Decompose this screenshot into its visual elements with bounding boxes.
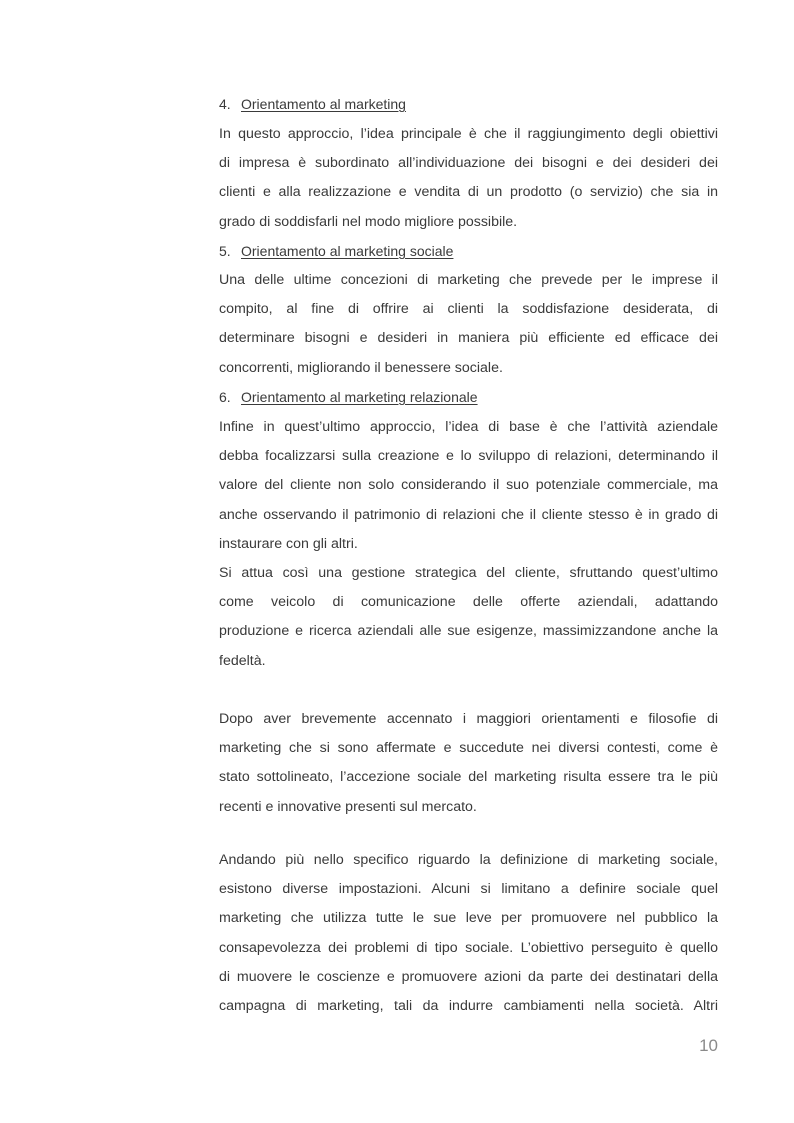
text-line: valore del cliente non solo considerando il suo potenziale commerciale, ma [219,477,718,494]
text-line: campagna di marketing, tali da indurre cambiamenti nella società. Altri [219,997,718,1014]
text-line: come veicolo di comunicazione delle offerte aziendali, adattando [219,594,718,611]
text-line: esistono diverse impostazioni. Alcuni si limitano a definire sociale quel [219,881,718,898]
text-line: anche osservando il patrimonio di relazioni che il cliente stesso è in grado di [219,506,718,523]
section-number: 5. [219,243,231,259]
text-line: In questo approccio, l’idea principale è che il raggiungimento degli obiettivi [219,126,718,142]
text-line: fedeltà. [219,652,266,669]
section-title: Orientamento al marketing sociale [241,243,454,259]
section-heading-5 [219,237,453,266]
text-line: debba focalizzarsi sulla creazione e lo sviluppo di relazioni, determinando il [219,448,718,465]
text-line: Si attua così una gestione strategica del cliente, sfruttando quest’ultimo [219,564,718,581]
text-line: clienti e alla realizzazione e vendita di un prodotto (o servizio) che sia in [219,184,718,201]
page-number: 10 [699,1036,718,1055]
text-line: di impresa è subordinato all’individuazione dei bisogni e dei desideri dei [219,155,718,172]
text-line: consapevolezza dei problemi di tipo sociale. L’obiettivo perseguito è quello [219,939,718,956]
text-line: grado di soddisfarli nel modo migliore possibile. [219,213,518,230]
text-line: recenti e innovative presenti sul mercato. [219,798,477,815]
paragraph-marketing-sociale-definition [219,846,718,1021]
text-line: Una delle ultime concezioni di marketing che prevede per le imprese il [219,272,718,288]
text-line: concorrenti, migliorando il benessere sociale. [219,359,503,376]
text-line: produzione e ricerca aziendali alle sue esigenze, massimizzandone anche la [219,623,718,640]
text-line: stato sottolineato, l’accezione sociale del marketing risulta essere tra le più [219,769,718,786]
text-line: Infine in quest’ultimo approccio, l’idea di base è che l’attività aziendale [219,419,718,435]
text-line: marketing che si sono affermate e succedute nei diversi contesti, come è [219,740,718,757]
text-line: Andando più nello specifico riguardo la definizione di marketing sociale, [219,852,718,868]
section-heading-4 [219,90,406,119]
text-line: marketing che utilizza tutte le sue leve per promuovere nel pubblico la [219,910,718,927]
section-body-5 [219,266,718,383]
paragraph-orientamenti-summary [219,705,718,822]
section-number: 6. [219,389,231,405]
text-line: di muovere le coscienze e promuovere azioni da parte dei destinatari della [219,968,718,985]
section-title: Orientamento al marketing [241,96,406,112]
section-title: Orientamento al marketing relazionale [241,389,478,405]
text-line: instaurare con gli altri. [219,535,358,552]
section-body-4 [219,120,718,237]
section-body-6 [219,413,718,676]
section-number: 4. [219,96,231,112]
text-line: determinare bisogni e desideri in maniera più efficiente ed efficace dei [219,330,718,347]
section-heading-6 [219,383,478,412]
text-line: compito, al fine di offrire ai clienti la soddisfazione desiderata, di [219,301,718,318]
text-line: Dopo aver brevemente accennato i maggiori orientamenti e filosofie di [219,711,718,727]
